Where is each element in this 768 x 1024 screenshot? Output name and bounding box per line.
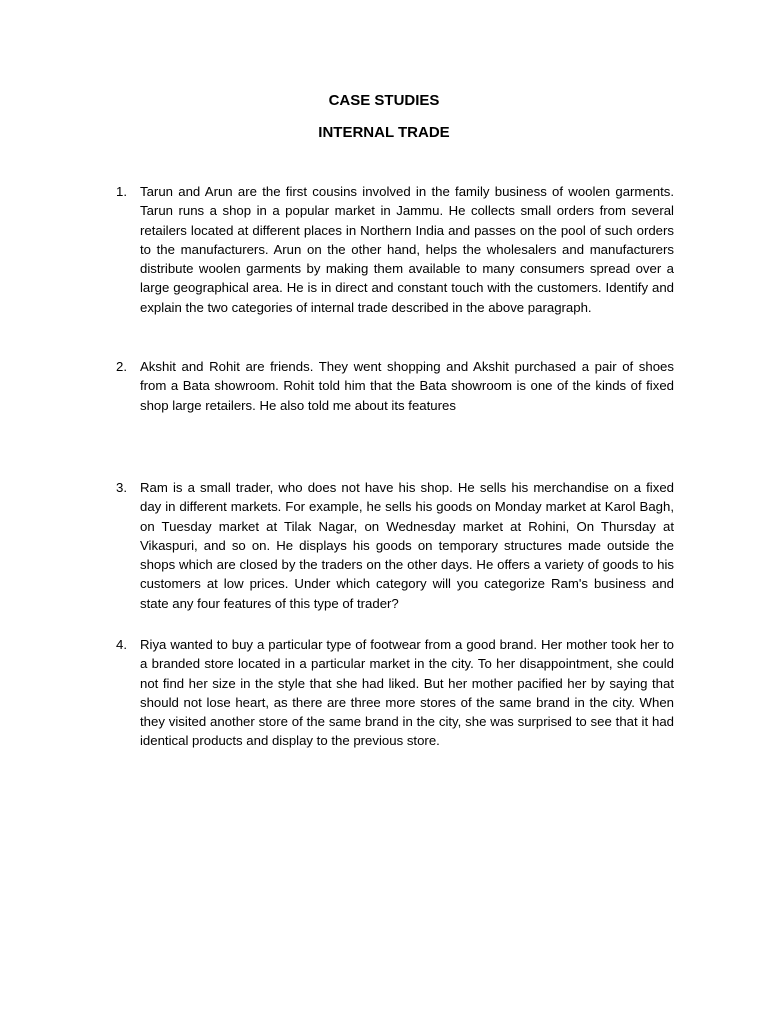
question-number: 3.	[116, 480, 127, 495]
question-number: 2.	[116, 359, 127, 374]
question-text: Riya wanted to buy a particular type of footwear from a good brand. Her mother took her to a branded store located in a particular market in the city. To her disappointment, she could not find her size in the style that she had liked. But her mother pacified her by saying that should not lose heart, as there are three more stores of the same brand in the city. When they visited another store of the same brand in the city, she was surprised to see that it had identical products and display to the previous store.	[140, 637, 674, 749]
question-number: 1.	[116, 184, 127, 199]
question-text: Ram is a small trader, who does not have his shop. He sells his merchandise on a fixed day in different markets. For example, he sells his goods on Monday market at Karol Bagh, on Tuesday market at Tilak Nagar, on Wednesday market at Rohini, On Thursday at Vikaspuri, and so on. He displays his goods on temporary structures made outside the shops which are closed by the traders on the other days. He offers a variety of goods to his customers at low prices. Under which category will you categorize Ram's business and state any four features of this type of trader?	[140, 480, 674, 611]
question-number: 4.	[116, 637, 127, 652]
page-title: CASE STUDIES	[328, 92, 440, 109]
question-text: Akshit and Rohit are friends. They went shopping and Akshit purchased a pair of shoes from a Bata showroom. Rohit told him that the Bata showroom is one of the kinds of fixed shop large retailers. He also told me about its features	[140, 359, 674, 413]
page-subtitle: INTERNAL TRADE	[318, 124, 450, 141]
question-text: Tarun and Arun are the first cousins involved in the family business of woolen garments. Tarun runs a shop in a popular market in Jammu. He collects small orders from several retailers located at different places in Northern India and passes on the pool of such orders to the manufacturers. Arun on the other hand, helps the wholesalers and manufacturers distribute woolen garments by making them available to many consumers spread over a large geographical area. He is in direct and constant touch with the customers. Identify and explain the two categories of internal trade described in the above paragraph.	[140, 184, 674, 315]
